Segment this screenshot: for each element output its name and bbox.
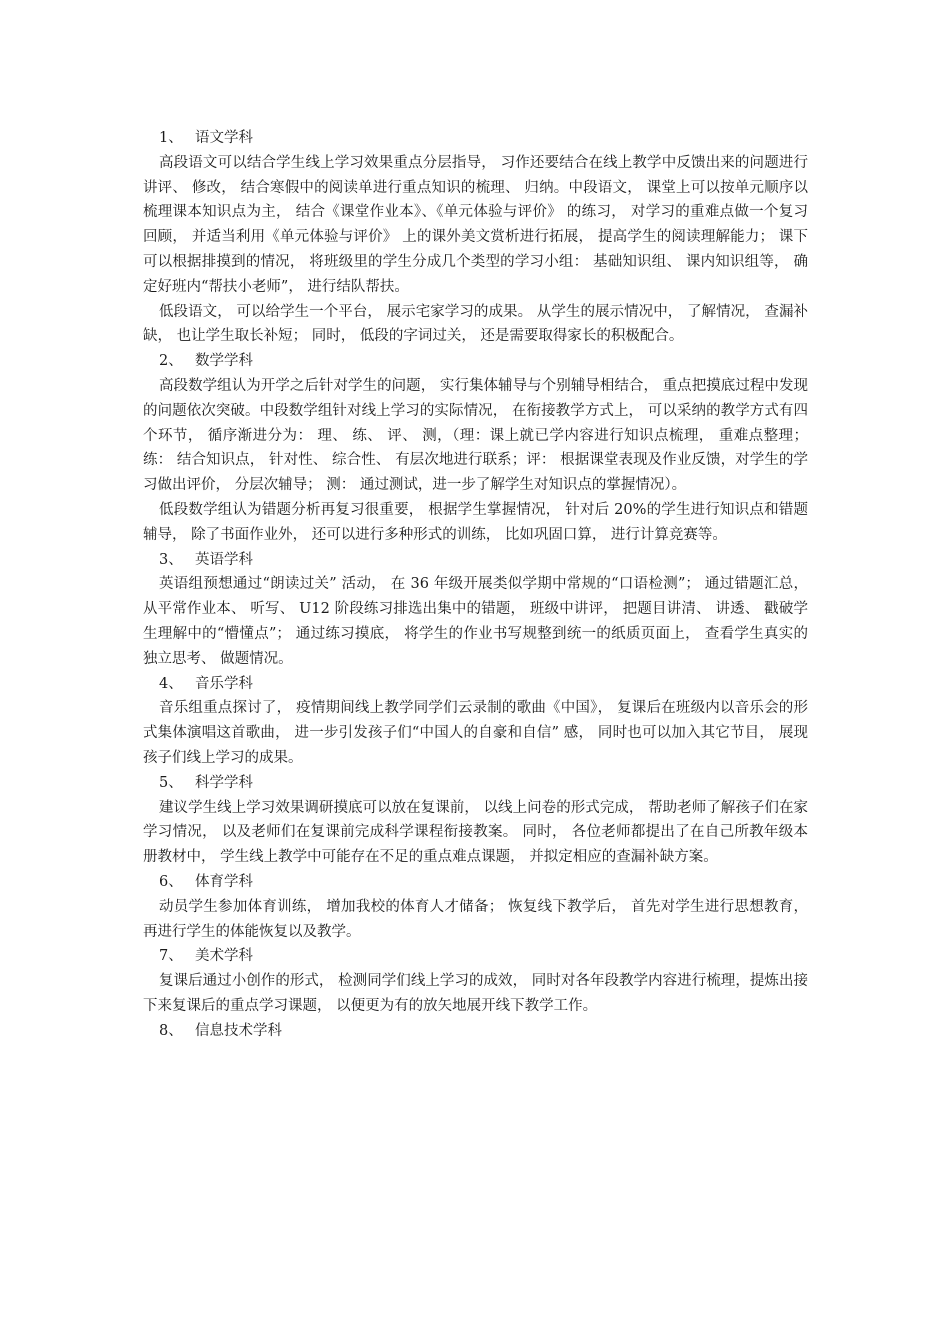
section-paragraph: 复课后通过小创作的形式， 检测同学们线上学习的成效， 同时对各年段教学内容进行梳理，提炼出接下来复课后的重点学习课题， 以便更为有的放矢地展开线下教学工作。 [143, 973, 808, 1014]
section-number: 1、 [159, 130, 183, 146]
section-paragraph: 动员学生参加体育训练， 增加我校的体育人才储备； 恢复线下教学后， 首先对学生进行思想教育， 再进行学生的体能恢复以及教学。 [143, 898, 808, 940]
section-heading [143, 1019, 808, 1044]
section-paragraph: 音乐组重点探讨了， 疫情期间线上教学同学们云录制的歌曲《中国》， 复课后在班级内以音乐会的形式集体演唱这首歌曲， 进一步引发孩子们“中国人的自豪和自信” 感， 同时也可以加入其它节目， 展现孩子们线上学习的成果。 [143, 700, 808, 766]
section-title: 科学学科 [195, 774, 253, 791]
section-number: 4、 [159, 675, 183, 692]
section-number: 5、 [159, 774, 183, 791]
section-paragraph: 建议学生线上学习效果调研摸底可以放在复课前， 以线上问卷的形式完成， 帮助老师了解孩子们在家学习情况， 以及老师们在复课前完成科学课程衔接教案。 同时， 各位老师都提出了在自己所教年级本册教材中， 学生线上教学中可能存在不足的重点难点课题， 并拟定相应的查漏补缺方案。 [143, 799, 808, 866]
section-paragraph: 英语组预想通过“朗读过关” 活动， 在 36 年级开展类似学期中常规的“口语检测”； 通过错题汇总， 从平常作业本、 听写、 U12 阶段练习排选出集中的错题， 班级中讲评， 把题目讲清、 讲透、 戳破学生理解中的“懵懂点”； 通过练习摸底， 将学生的作业书写规整到统一的纸质页面上， 查看学生真实的独立思考、 做题情况。 [143, 576, 808, 667]
section-title: 体育学科 [195, 873, 253, 890]
section-title: 音乐学科 [195, 675, 253, 692]
section-paragraph: 低段数学组认为错题分析再复习很重要， 根据学生掌握情况， 针对后 20%的学生进行知识点和错题辅导， 除了书面作业外， 还可以进行多种形式的训练， 比如巩固口算， 进行计算竞赛等。 [143, 501, 808, 543]
section-title: 语文学科 [195, 130, 253, 146]
section-heading [143, 672, 808, 697]
section-number: 8、 [159, 1022, 183, 1039]
document-body [143, 126, 808, 1043]
section-paragraph: 高段数学组认为开学之后针对学生的问题， 实行集体辅导与个别辅导相结合， 重点把摸底过程中发现的问题依次突破。中段数学组针对线上学习的实际情况， 在衔接教学方式上， 可以采纳的教学方式有四个环节， 循序渐进分为： 理、 练、 评、 测，（理：课上就已学内容进行知识点梳理， 重难点整理； 练： 结合知识点， 针对性、 综合性、 有层次地进行联系；评： 根据课堂表现及作业反馈，对学生的学习做出评价， 分层次辅导； 测： 通过测试，进一步了解学生对知识点的掌握情况）。 [143, 377, 808, 494]
section-number: 3、 [159, 551, 183, 568]
section-heading [143, 870, 808, 895]
section-number: 6、 [159, 873, 183, 890]
section-heading [143, 548, 808, 573]
section-heading [143, 126, 808, 151]
section-heading [143, 771, 808, 796]
section-paragraph: 低段语文， 可以给学生一个平台， 展示宅家学习的成果。 从学生的展示情况中， 了解情况， 查漏补缺， 也让学生取长补短； 同时， 低段的字词过关， 还是需要取得家长的积极配合。 [143, 303, 808, 345]
section-number: 7、 [159, 948, 183, 965]
section-title: 美术学科 [195, 948, 253, 965]
section-heading [143, 944, 808, 969]
section-title: 信息技术学科 [195, 1022, 282, 1039]
section-title: 英语学科 [195, 551, 253, 568]
section-paragraph: 高段语文可以结合学生线上学习效果重点分层指导， 习作还要结合在线上教学中反馈出来的问题进行讲评、 修改， 结合寒假中的阅读单进行重点知识的梳理、 归纳。中段语文， 课堂上可以按单元顺序以梳理课本知识点为主， 结合《课堂作业本》、《单元体验与评价》 的练习， 对学习的重难点做一个复习回顾， 并适当利用《单元体验与评价》 上的课外美文赏析进行拓展， 提高学生的阅读理解能力； 课下可以根据排摸到的情况， 将班级里的学生分成几个类型的学习小组： 基础知识组、 课内知识组等， 确定好班内“帮扶小老师”， 进行结队帮扶。 [143, 154, 808, 295]
section-heading [143, 349, 808, 374]
section-number: 2、 [159, 353, 183, 370]
section-title: 数学学科 [195, 353, 253, 370]
